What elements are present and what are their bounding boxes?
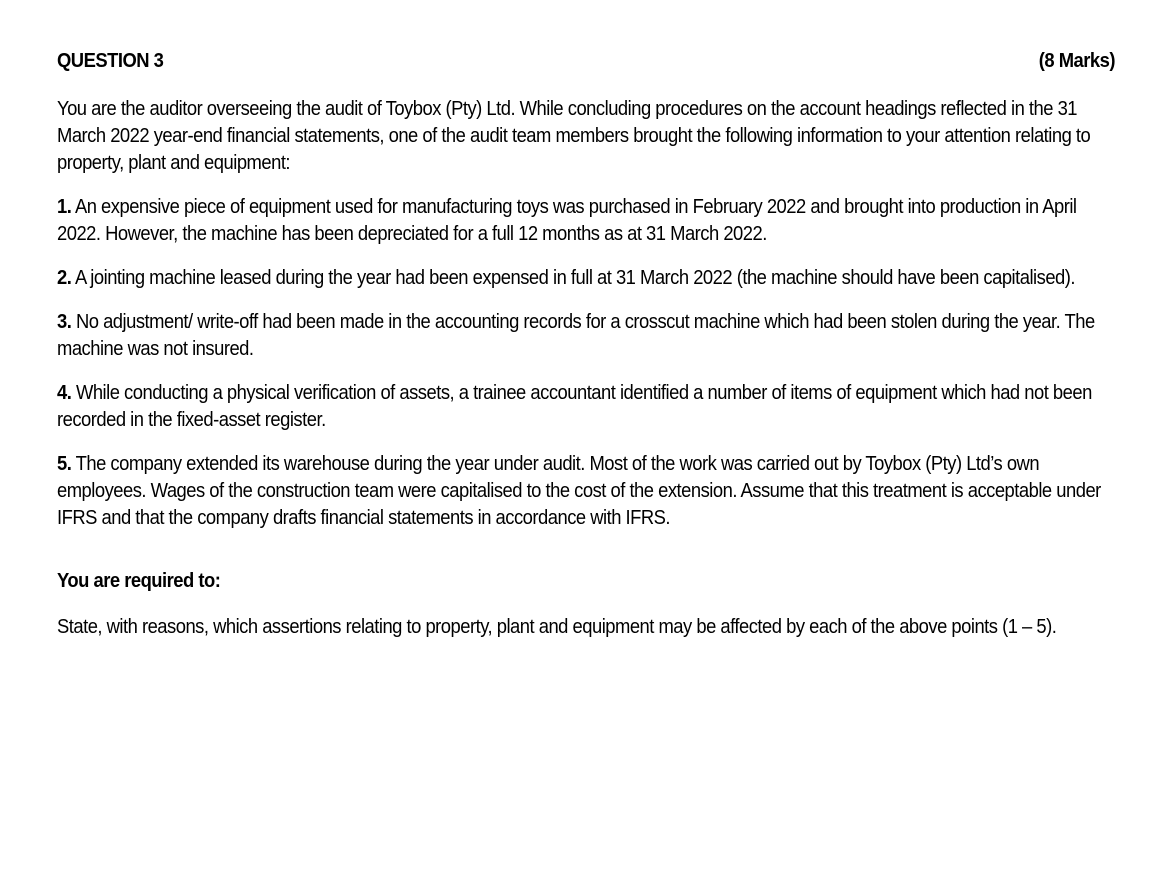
point-2 bbox=[57, 265, 1115, 292]
point-3 bbox=[57, 309, 1115, 363]
point-1 bbox=[57, 194, 1115, 248]
required-text: State, with reasons, which assertions relating to property, plant and equipment may be affected by each of the above points (1 – 5). bbox=[57, 616, 1057, 638]
required-heading: You are required to: bbox=[57, 570, 221, 592]
point-2-text: A jointing machine leased during the year had been expensed in full at 31 March 2022 (the machine should have been capitalised). bbox=[74, 267, 1076, 289]
point-1-number: 1. bbox=[57, 196, 72, 218]
point-5-number: 5. bbox=[57, 453, 72, 475]
point-4-number: 4. bbox=[57, 382, 72, 404]
point-2-number: 2. bbox=[57, 267, 72, 289]
question-marks: (8 Marks) bbox=[1038, 50, 1115, 72]
question-title: QUESTION 3 bbox=[57, 50, 164, 72]
point-5-text: The company extended its warehouse during the year under audit. Most of the work was carried out by Toybox (Pty) Ltd’s own employees. Wages of the construction team were capitalised to the cost of the extension. Assume that this treatment is acceptable under IFRS and that the company drafts financial statements in accordance with IFRS. bbox=[57, 453, 1101, 529]
point-4 bbox=[57, 380, 1115, 434]
point-5 bbox=[57, 451, 1115, 532]
point-3-number: 3. bbox=[57, 311, 72, 333]
point-3-text: No adjustment/ write-off had been made in the accounting records for a crosscut machine which had been stolen during the year. The machine was not insured. bbox=[57, 311, 1095, 360]
intro-paragraph: You are the auditor overseeing the audit of Toybox (Pty) Ltd. While concluding procedures on the account headings reflected in the 31 March 2022 year-end financial statements, one of the audit team members brought the following information to your attention relating to property, plant and equipment: bbox=[57, 98, 1091, 174]
question-header bbox=[57, 48, 1115, 78]
point-4-text: While conducting a physical verification of assets, a trainee accountant identified a number of items of equipment which had not been recorded in the fixed-asset register. bbox=[57, 382, 1092, 431]
question-document bbox=[57, 48, 1115, 658]
point-1-text: An expensive piece of equipment used for manufacturing toys was purchased in February 2022 and brought into production in April 2022. However, the machine has been depreciated for a full 12 months as at 31 March 2022. bbox=[57, 196, 1077, 245]
